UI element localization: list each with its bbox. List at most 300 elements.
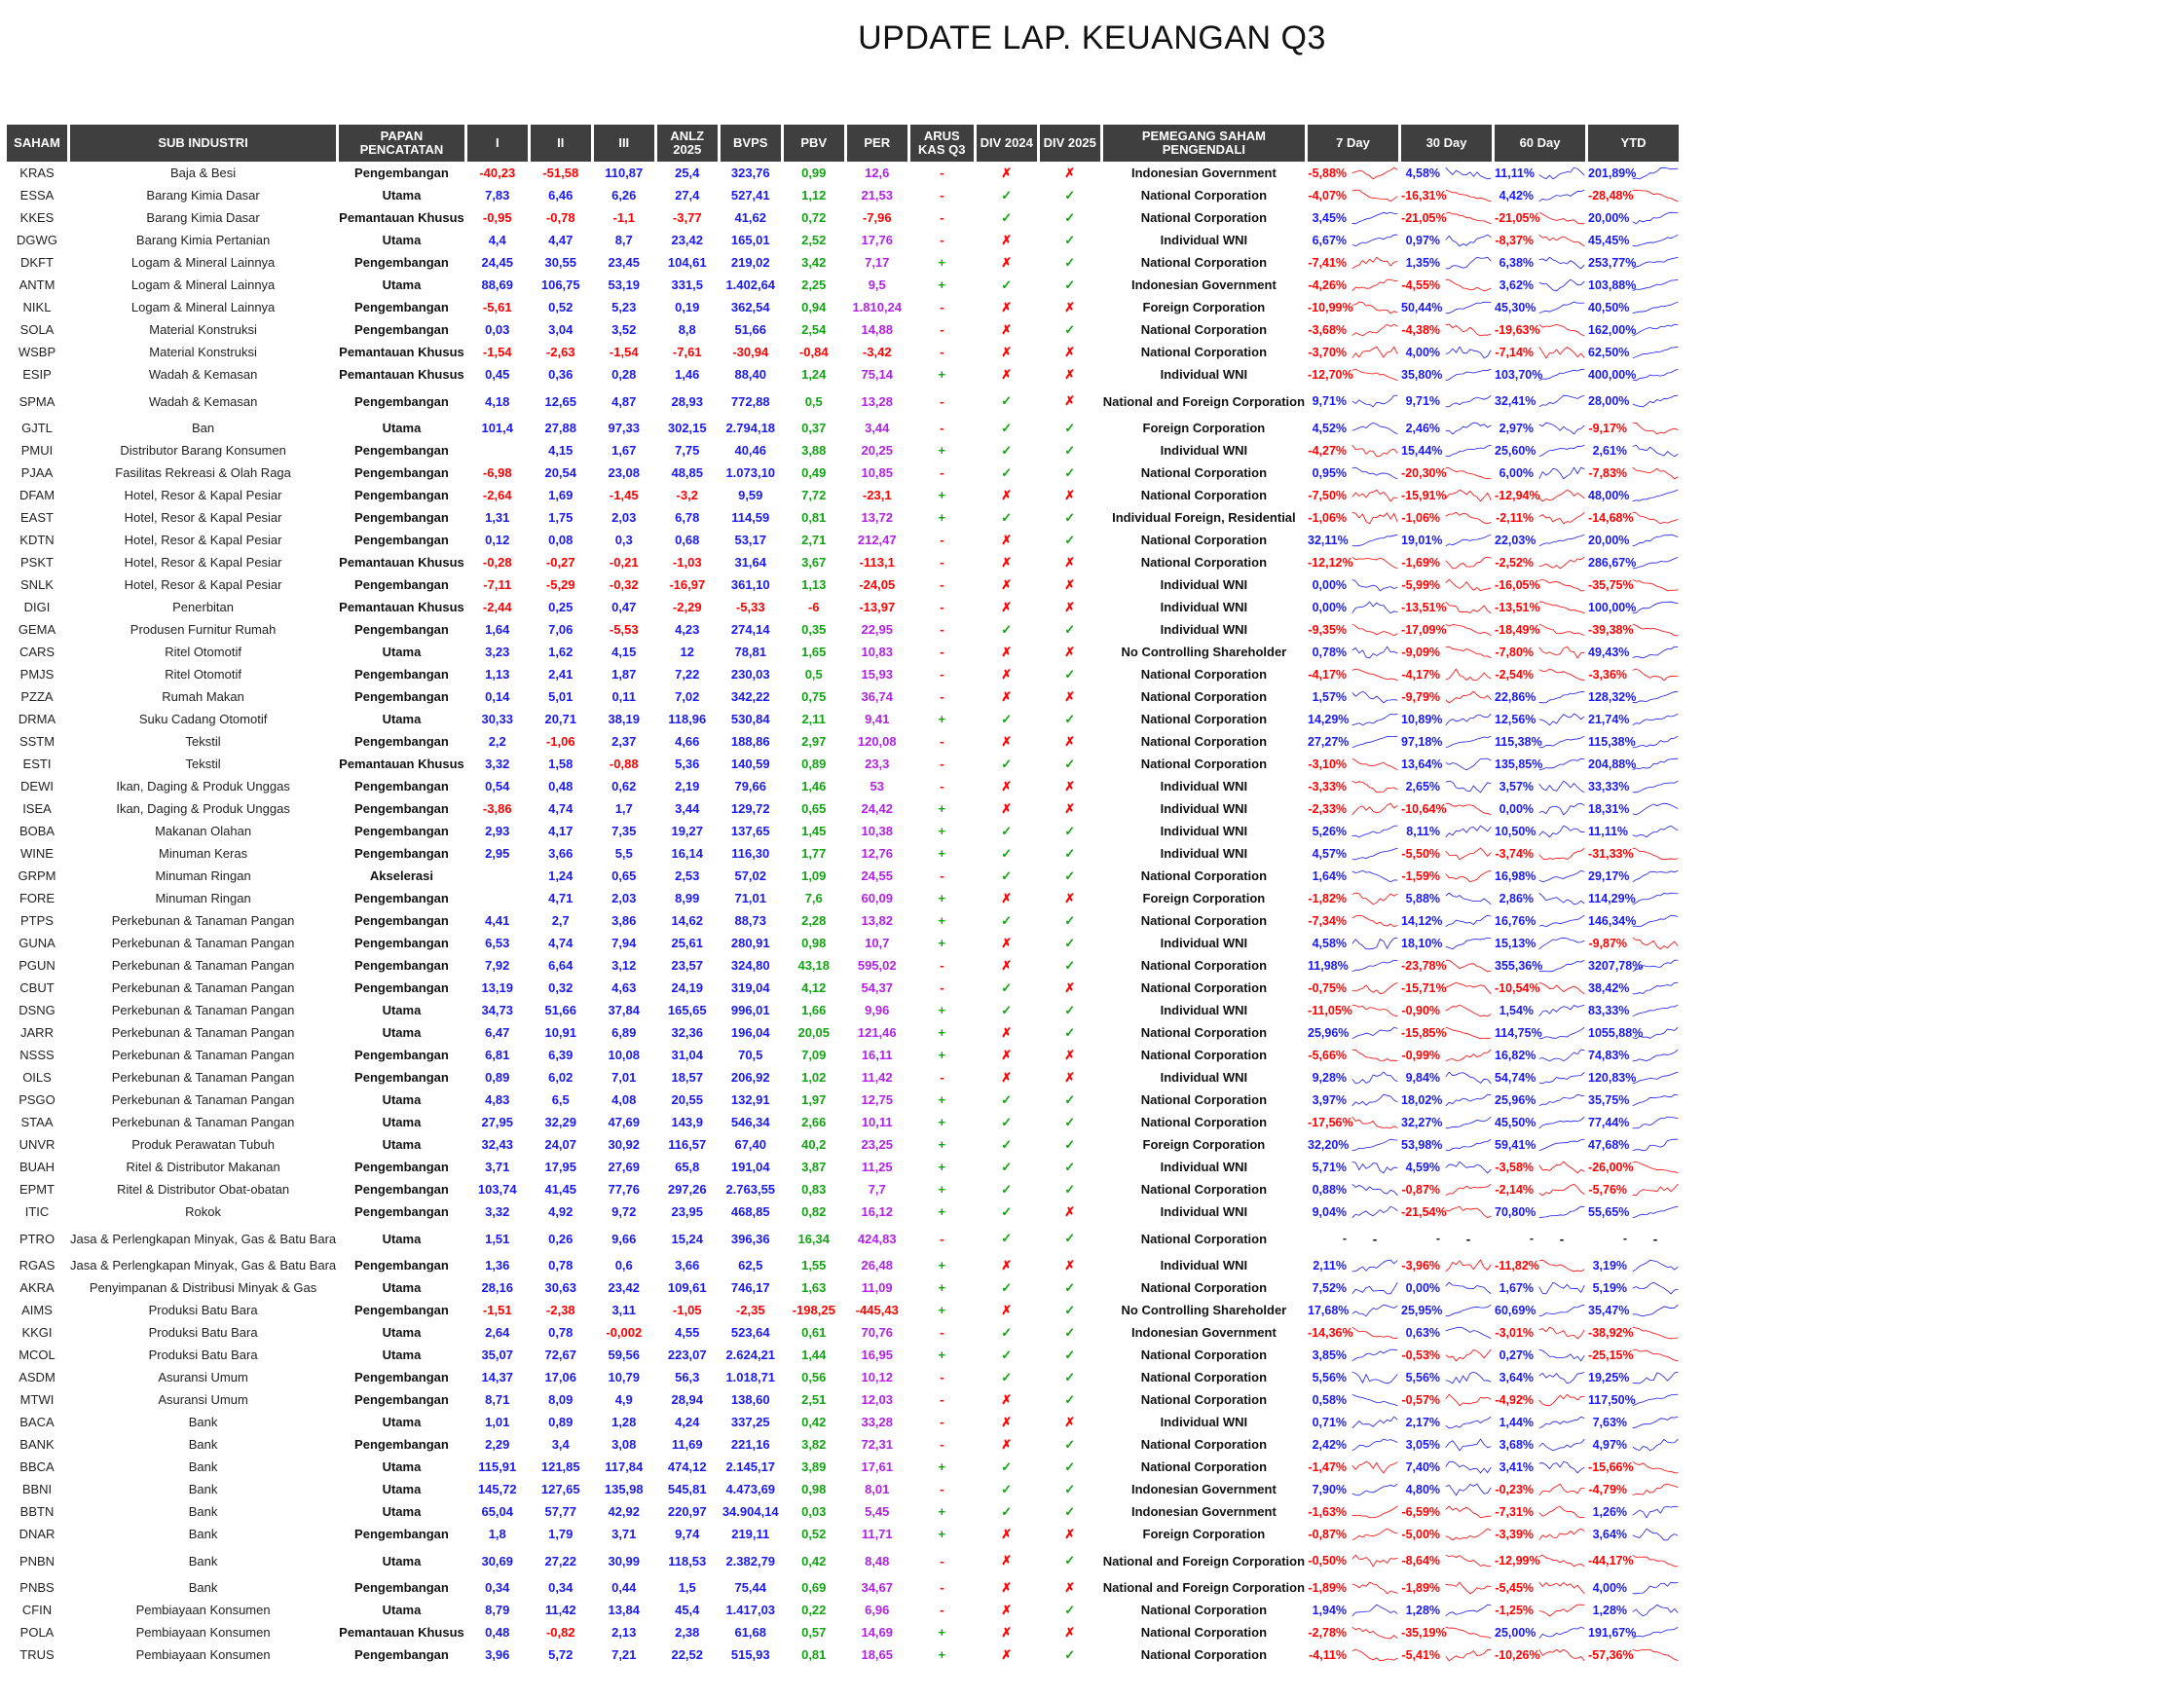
controlling-shareholder-cell: Individual WNI: [1160, 1160, 1248, 1174]
sparkline-chart: [1351, 599, 1398, 616]
controlling-shareholder-cell: National Corporation: [1140, 689, 1268, 704]
sparkline-path: [1352, 467, 1398, 479]
sparkline-path: [1633, 1305, 1679, 1316]
d60-perf-cell: [1495, 618, 1585, 641]
board-cell: Utama: [382, 1325, 422, 1340]
sparkline-chart: [1351, 867, 1398, 885]
perf-wrap: [1588, 1624, 1679, 1642]
sparkline-chart: [1538, 187, 1585, 204]
pbv-cell: 1,77: [801, 846, 827, 861]
sparkline-path: [1633, 803, 1679, 815]
perf-wrap: [1588, 532, 1679, 549]
cashflow-cell: -: [940, 210, 944, 225]
q3-cell: -0,88: [609, 757, 639, 771]
sparkline-chart: [1632, 1526, 1679, 1543]
perf-wrap: [1588, 1114, 1679, 1131]
anlz-cell: 1,46: [675, 367, 700, 382]
perf-value: -3,70%: [1308, 345, 1348, 359]
board-cell: Pengembangan: [354, 465, 449, 480]
ticker-cell: DNAR: [19, 1527, 56, 1541]
ticker-cell: ESSA: [19, 188, 55, 203]
perf-wrap: [1308, 366, 1398, 384]
per-cell: 7,7: [868, 1182, 886, 1197]
perf-wrap: [1588, 1602, 1679, 1619]
perf-wrap: [1495, 1436, 1585, 1454]
cross-icon: ✗: [1001, 935, 1013, 950]
table-row: [7, 1111, 1679, 1133]
ticker-cell: JARR: [20, 1025, 54, 1040]
sparkline-chart: [1538, 1526, 1585, 1543]
sparkline-path: [1539, 467, 1585, 479]
cashflow-cell: +: [938, 1459, 946, 1474]
sparkline-chart: [1351, 1159, 1398, 1176]
ticker-cell: DSNG: [19, 1003, 56, 1017]
perf-value: 29,17%: [1588, 868, 1630, 883]
perf-wrap: [1308, 1552, 1398, 1569]
per-cell: 10,11: [861, 1115, 893, 1129]
sub-industry-cell: Ritel & Distributor Makanan: [126, 1160, 280, 1174]
table-row: [7, 932, 1679, 954]
bvps-cell: 67,40: [734, 1137, 767, 1152]
sparkline-chart: [1632, 823, 1679, 840]
sub-industry-cell: Bank: [188, 1553, 218, 1569]
controlling-shareholder-cell: Individual WNI: [1160, 1003, 1248, 1017]
sparkline-path: [1539, 1206, 1585, 1218]
check-icon: ✓: [1001, 1369, 1013, 1384]
pbv-cell: 40,2: [801, 1137, 827, 1152]
sparkline-chart: [1632, 209, 1679, 227]
perf-wrap: [1308, 187, 1398, 204]
sparkline-chart: [1351, 1646, 1398, 1664]
sparkline-path: [1633, 257, 1679, 269]
q1-cell: 0,45: [485, 367, 510, 382]
sparkline-chart: [1632, 1114, 1679, 1131]
sparkline-path: [1352, 445, 1398, 457]
check-icon: ✓: [1064, 442, 1076, 458]
perf-value: 8,11%: [1406, 824, 1441, 838]
perf-wrap: [1308, 1002, 1398, 1019]
cross-icon: ✗: [1064, 778, 1076, 794]
controlling-shareholder-cell: National Corporation: [1140, 1459, 1268, 1474]
sparkline-chart: [1445, 711, 1492, 728]
perf-value: 0,78%: [1312, 645, 1348, 659]
perf-value: -57,36%: [1588, 1647, 1634, 1662]
perf-wrap: [1308, 599, 1398, 616]
perf-value: -5,00%: [1401, 1527, 1441, 1541]
controlling-shareholder-cell: Individual WNI: [1160, 1070, 1248, 1085]
sub-industry-cell: Produsen Furnitur Rumah: [130, 622, 277, 637]
table-row: [7, 506, 1679, 529]
d7-perf-cell: [1308, 1456, 1398, 1478]
perf-value: -0,99%: [1401, 1048, 1441, 1062]
perf-wrap: [1401, 800, 1492, 818]
ytd-perf-cell: [1588, 887, 1679, 909]
cross-icon: ✗: [1064, 299, 1076, 314]
cashflow-cell: +: [938, 488, 946, 502]
bvps-cell: 40,46: [734, 443, 767, 458]
perf-value: -3,96%: [1401, 1258, 1441, 1273]
perf-wrap: [1588, 1458, 1679, 1476]
d60-perf-cell: [1495, 162, 1585, 184]
d30-perf-cell: [1401, 730, 1492, 753]
d30-perf-cell: [1401, 865, 1492, 887]
anlz-cell: 32,36: [671, 1025, 704, 1040]
sparkline-path: [1446, 870, 1492, 882]
perf-wrap: [1588, 1436, 1679, 1454]
ticker-cell: GEMA: [18, 622, 56, 637]
sparkline-path: [1633, 1439, 1679, 1451]
sub-industry-cell: Ritel Otomotif: [165, 667, 241, 682]
perf-wrap: [1401, 1091, 1492, 1109]
sparkline-path: [1446, 1484, 1492, 1495]
perf-value: 47,68%: [1588, 1137, 1630, 1152]
q1-cell: 6,81: [485, 1048, 510, 1062]
sparkline-path: [1446, 1027, 1492, 1039]
cashflow-cell: -: [940, 300, 944, 314]
sparkline-chart: [1351, 209, 1398, 227]
pbv-cell: 16,34: [797, 1231, 831, 1246]
q2-cell: 11,42: [544, 1603, 576, 1617]
controlling-shareholder-cell: Individual WNI: [1160, 824, 1248, 838]
anlz-cell: 19,27: [671, 824, 704, 838]
perf-wrap: [1588, 209, 1679, 227]
q1-cell: 34,73: [481, 1003, 514, 1017]
sparkline-path: [1446, 302, 1492, 314]
check-icon: ✓: [1064, 1136, 1076, 1152]
bvps-cell: 140,59: [730, 757, 770, 771]
bvps-cell: 396,36: [730, 1231, 770, 1246]
ticker-cell: RGAS: [19, 1258, 56, 1273]
sparkline-chart: [1538, 621, 1585, 639]
pbv-cell: 1,65: [801, 645, 827, 659]
sparkline-path: [1539, 1162, 1585, 1173]
pbv-cell: 7,72: [801, 488, 827, 502]
perf-wrap: [1495, 277, 1585, 294]
controlling-shareholder-cell: National Corporation: [1140, 734, 1268, 749]
perf-value: -4,07%: [1308, 188, 1348, 203]
table-row: [7, 1044, 1679, 1066]
cross-icon: ✗: [1001, 299, 1013, 314]
controlling-shareholder-cell: Indonesian Government: [1130, 277, 1277, 292]
perf-wrap: [1401, 621, 1492, 639]
ytd-perf-cell: [1588, 1500, 1679, 1523]
d7-perf-cell: [1308, 797, 1398, 820]
perf-value: 253,77%: [1588, 255, 1637, 270]
sub-industry-cell: Minuman Keras: [159, 846, 248, 861]
cross-icon: ✗: [1001, 733, 1013, 749]
ticker-cell: ITIC: [24, 1204, 50, 1219]
cross-icon: ✗: [1001, 232, 1013, 247]
ticker-cell: AKRA: [19, 1280, 55, 1295]
d7-perf-cell: [1308, 461, 1398, 484]
perf-value: 4,57%: [1312, 846, 1348, 861]
sub-industry-cell: Perkebunan & Tanaman Pangan: [111, 958, 295, 973]
board-cell: Pemantauan Khusus: [339, 757, 464, 771]
sparkline-path: [1352, 1117, 1398, 1128]
per-cell: 10,83: [861, 645, 894, 659]
anlz-cell: 5,36: [675, 757, 700, 771]
perf-value: -13,51%: [1495, 600, 1540, 614]
sparkline-path: [1352, 212, 1398, 224]
board-cell: Pengembangan: [354, 734, 449, 749]
sparkline-path: [1446, 669, 1492, 681]
cashflow-cell: +: [938, 1504, 946, 1519]
perf-value: 162,00%: [1588, 322, 1637, 337]
sparkline-chart: [1538, 532, 1585, 549]
check-icon: ✓: [1064, 1114, 1076, 1129]
perf-value: 103,70%: [1495, 367, 1543, 382]
bvps-cell: 132,91: [730, 1092, 770, 1107]
perf-value: -15,91%: [1401, 488, 1447, 502]
q3-cell: 13,84: [608, 1603, 641, 1617]
bvps-cell: 219,02: [730, 255, 770, 270]
d7-perf-cell: [1308, 206, 1398, 229]
perf-wrap: [1495, 1279, 1585, 1297]
sparkline-chart: [1632, 644, 1679, 661]
q2-cell: 3,04: [548, 322, 574, 337]
anlz-cell: 3,66: [675, 1258, 700, 1273]
perf-value: -21,05%: [1495, 210, 1540, 225]
perf-value: 3,19%: [1592, 1258, 1628, 1273]
ytd-perf-cell: [1588, 954, 1679, 977]
board-cell: Utama: [382, 1137, 422, 1152]
sparkline-chart: [1538, 823, 1585, 840]
sparkline-path: [1446, 1327, 1492, 1339]
perf-wrap: [1401, 1503, 1492, 1521]
perf-wrap: [1495, 1257, 1585, 1274]
table-row: [7, 775, 1679, 797]
perf-value: 1055,88%: [1588, 1025, 1644, 1040]
cross-icon: ✗: [1001, 1526, 1013, 1541]
sparkline-chart: [1351, 1002, 1398, 1019]
sparkline-path: [1539, 347, 1585, 358]
anlz-cell: 118,96: [668, 712, 707, 726]
ticker-cell: BUAH: [19, 1160, 56, 1174]
table-row: [7, 1321, 1679, 1344]
table-row: [7, 363, 1679, 386]
sparkline-chart: [1538, 1279, 1585, 1297]
perf-wrap: [1495, 756, 1585, 773]
q3-cell: 4,08: [611, 1092, 637, 1107]
sparkline-path: [1539, 1461, 1585, 1473]
d60-perf-cell: [1495, 484, 1585, 506]
sparkline-chart: [1632, 756, 1679, 773]
pbv-cell: 0,42: [801, 1415, 827, 1429]
sparkline-path: [1446, 826, 1492, 837]
perf-value: 49,43%: [1588, 645, 1630, 659]
sparkline-chart: [1351, 1436, 1398, 1454]
sparkline-chart: [1632, 711, 1679, 728]
table-row: [7, 274, 1679, 296]
sparkline-path: [1633, 1050, 1679, 1061]
q2-cell: 106,75: [540, 277, 580, 292]
anlz-cell: 9,74: [675, 1527, 700, 1541]
d60-perf-cell: [1495, 1621, 1585, 1643]
perf-value: -10,26%: [1495, 1647, 1540, 1662]
controlling-shareholder-cell: Individual WNI: [1160, 443, 1248, 458]
board-cell: Pemantauan Khusus: [339, 367, 464, 382]
q1-cell: 1,8: [488, 1527, 506, 1541]
anlz-cell: 23,42: [671, 233, 704, 247]
d60-perf-cell: [1495, 461, 1585, 484]
sparkline-chart: [1445, 867, 1492, 885]
table-row: [7, 977, 1679, 999]
sub-industry-cell: Barang Kimia Dasar: [146, 188, 260, 203]
ytd-perf-cell: [1588, 1178, 1679, 1200]
ytd-perf-cell: [1588, 1299, 1679, 1321]
perf-wrap: [1588, 254, 1679, 272]
board-cell: Pengembangan: [354, 393, 449, 409]
sparkline-chart: [1445, 1203, 1492, 1221]
perf-wrap: [1495, 1414, 1585, 1431]
sparkline-path: [1633, 279, 1679, 291]
pbv-cell: 0,75: [801, 689, 827, 704]
sparkline-chart: [1538, 867, 1585, 885]
pbv-cell: 0,37: [801, 421, 827, 435]
sparkline-chart: [1632, 1257, 1679, 1274]
d60-perf-cell: [1495, 573, 1585, 596]
perf-value: 3,97%: [1312, 1092, 1348, 1107]
sparkline-path: [1352, 1439, 1398, 1451]
d7-perf-cell: [1308, 1133, 1398, 1156]
ytd-perf-cell: [1588, 1321, 1679, 1344]
table-row: [7, 1478, 1679, 1500]
ticker-cell: MTWI: [19, 1392, 55, 1407]
sparkline-path: [1446, 1417, 1492, 1428]
perf-wrap: [1308, 1458, 1398, 1476]
sparkline-chart: [1351, 621, 1398, 639]
perf-wrap: [1588, 733, 1679, 751]
bvps-cell: 530,84: [730, 712, 770, 726]
perf-value: 135,85%: [1495, 757, 1543, 771]
perf-value: -4,26%: [1308, 277, 1348, 292]
table-row: [7, 296, 1679, 318]
q3-cell: 30,99: [608, 1553, 641, 1569]
perf-value: 25,96%: [1308, 1025, 1350, 1040]
q1-cell: 1,64: [485, 622, 510, 637]
sparkline-chart: [1538, 1391, 1585, 1409]
sparkline-path: [1539, 1005, 1585, 1016]
perf-wrap: [1308, 1646, 1398, 1664]
board-cell: Utama: [382, 1115, 422, 1129]
board-cell: Pemantauan Khusus: [339, 1625, 464, 1640]
perf-value: 10,50%: [1495, 824, 1536, 838]
perf-value: -4,17%: [1308, 667, 1348, 682]
sparkline-chart: [1445, 487, 1492, 504]
d30-perf-cell: [1401, 1599, 1492, 1621]
sparkline-chart: [1445, 1181, 1492, 1199]
perf-wrap: [1495, 1069, 1585, 1087]
q1-cell: -6,98: [482, 465, 512, 480]
per-cell: -3,42: [862, 345, 892, 359]
ticker-cell: GRPM: [18, 868, 56, 883]
ytd-perf-cell: [1588, 363, 1679, 386]
d30-perf-cell: [1401, 1156, 1492, 1178]
d7-perf-cell: [1308, 417, 1398, 439]
perf-value: -7,41%: [1308, 255, 1348, 270]
q2-cell: 41,45: [544, 1182, 577, 1197]
sparkline-chart: [1445, 277, 1492, 294]
anlz-cell: 143,9: [671, 1115, 704, 1129]
sparkline-path: [1539, 982, 1585, 994]
sparkline-chart: [1445, 1624, 1492, 1642]
ticker-cell: NIKL: [22, 300, 52, 314]
perf-wrap: [1588, 1232, 1679, 1246]
pbv-cell: 3,89: [801, 1459, 827, 1474]
anlz-cell: 118,53: [668, 1553, 707, 1569]
perf-wrap: [1401, 1414, 1492, 1431]
perf-value: 16,76%: [1495, 913, 1536, 928]
perf-value: -5,88%: [1308, 166, 1348, 180]
cashflow-cell: -: [940, 1070, 944, 1085]
d30-perf-cell: [1401, 296, 1492, 318]
ticker-cell: ESTI: [22, 757, 52, 771]
perf-wrap: [1588, 644, 1679, 661]
sparkline-path: [1352, 324, 1398, 336]
controlling-shareholder-cell: Individual Foreign, Residential: [1112, 510, 1296, 525]
cross-icon: ✗: [1064, 979, 1076, 995]
d30-perf-cell: [1401, 887, 1492, 909]
perf-wrap: [1308, 487, 1398, 504]
board-cell: Pengembangan: [354, 1580, 449, 1595]
d7-perf-cell: [1308, 1523, 1398, 1545]
empty-sparkline: -: [1559, 1231, 1565, 1246]
board-cell: Pengembangan: [354, 443, 449, 458]
perf-value: 19,01%: [1401, 533, 1443, 547]
q2-cell: 3,4: [551, 1437, 570, 1452]
board-cell: Pengembangan: [354, 1204, 449, 1219]
controlling-shareholder-cell: National Corporation: [1140, 488, 1268, 502]
sparkline-chart: [1351, 232, 1398, 249]
board-cell: Utama: [382, 1553, 422, 1569]
sparkline-chart: [1632, 232, 1679, 249]
sparkline-chart: [1632, 1552, 1679, 1569]
q3-cell: -5,53: [609, 622, 639, 637]
board-cell: Utama: [382, 1280, 422, 1295]
sparkline-path: [1446, 848, 1492, 860]
q2-cell: 4,74: [548, 936, 574, 950]
sparkline-chart: [1351, 756, 1398, 773]
per-cell: 12,75: [861, 1092, 894, 1107]
perf-wrap: [1308, 845, 1398, 863]
perf-value: 2,65%: [1405, 779, 1441, 794]
per-cell: 9,96: [865, 1003, 890, 1017]
sparkline-chart: [1445, 254, 1492, 272]
per-cell: 23,25: [861, 1137, 894, 1152]
sparkline-chart: [1445, 187, 1492, 204]
q1-cell: 1,36: [485, 1258, 510, 1273]
cashflow-cell: +: [938, 443, 946, 458]
sparkline-path: [1633, 826, 1679, 837]
sparkline-chart: [1351, 321, 1398, 339]
financial-table: [4, 125, 1682, 1666]
q2-cell: 0,26: [548, 1231, 574, 1246]
table-row: [7, 529, 1679, 551]
per-cell: 70,76: [861, 1325, 894, 1340]
perf-wrap: [1495, 532, 1585, 549]
ticker-cell: ISEA: [22, 801, 52, 816]
perf-wrap: [1495, 1391, 1585, 1409]
bvps-cell: 116,30: [731, 846, 770, 861]
q2-cell: 0,52: [548, 300, 574, 314]
perf-wrap: [1495, 420, 1585, 437]
perf-wrap: [1588, 1526, 1679, 1543]
pbv-cell: 1,45: [801, 824, 827, 838]
sparkline-chart: [1351, 688, 1398, 706]
sub-industry-cell: Rokok: [185, 1204, 221, 1219]
ticker-cell: GUNA: [19, 936, 56, 950]
perf-value: 5,19%: [1592, 1280, 1628, 1295]
